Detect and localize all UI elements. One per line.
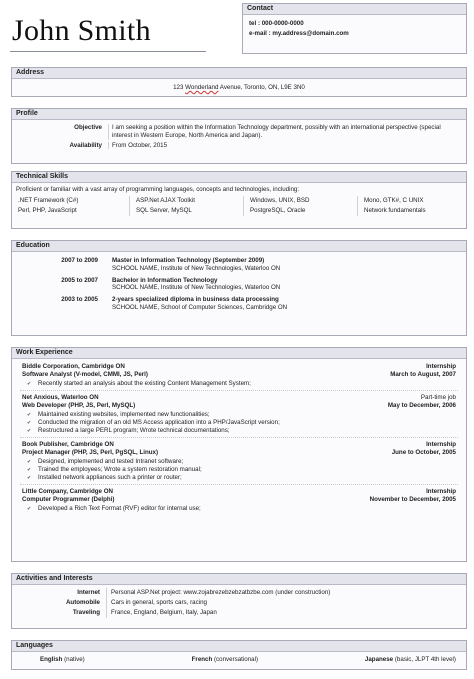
address-number: 123 <box>173 84 186 91</box>
address-section <box>11 67 467 97</box>
skill-item: ASP.Net AJAX Toolkit <box>136 196 195 204</box>
job-type: Internship <box>426 488 456 495</box>
job-role: Project Manager (PHP, JS, Perl, PgSQL, Linux) <box>22 449 159 456</box>
language-item <box>192 656 258 664</box>
education-item <box>12 277 466 293</box>
skills-title: Technical Skills <box>12 172 466 183</box>
language-name: Japanese <box>364 656 394 663</box>
education-school: SCHOOL NAME, School of Computer Sciences, Cambridge ON <box>112 303 288 311</box>
profile-title: Profile <box>12 109 466 120</box>
skill-item: PostgreSQL, Oracle <box>250 206 306 214</box>
job-entry <box>12 362 466 388</box>
job-company: Book Publisher, Cambridge ON <box>22 441 114 448</box>
objective-text: I am seeking a position within the Information Technology department, possibly with an international perspective (special interest in Western Europe, North America and Japan). <box>108 124 466 140</box>
job-entry <box>12 440 466 482</box>
contact-email: e-mail : my.address@domain.com <box>249 30 349 37</box>
languages-section <box>11 640 467 670</box>
education-degree: Bachelor in Information Technology <box>112 276 218 284</box>
objective-label: Objective <box>74 124 102 131</box>
job-entry <box>12 393 466 435</box>
address-street: Wonderland <box>185 84 219 91</box>
job-bullet: ✔ Recently started an analysis about the existing Content Management System; <box>12 380 466 388</box>
language-name: French <box>191 656 213 663</box>
skills-grid <box>12 196 466 216</box>
job-role: Software Analyst (V-model, CMMI, JS, Perl) <box>22 371 148 378</box>
job-company: Biddle Corporation, Cambridge ON <box>22 363 125 370</box>
job-role: Web Developer (PHP, JS, Perl, MySQL) <box>22 402 136 409</box>
job-bullet: ✔ Developed a Rich Text Format (RVF) editor for internal use; <box>12 505 466 513</box>
activity-row <box>12 588 466 598</box>
language-level: (native) <box>64 656 85 663</box>
education-degree: Master in Information Technology (September 2009) <box>112 257 265 264</box>
skills-intro: Proficient or familiar with a vast array of programming languages, concepts and technologies, including: <box>16 186 300 193</box>
job-company: Net Anxious, Waterloo ON <box>22 394 99 401</box>
activity-label: Automobile <box>65 599 100 606</box>
education-title: Education <box>12 241 466 252</box>
activity-row <box>12 608 466 618</box>
job-dates: March to August, 2007 <box>390 371 456 378</box>
education-item <box>12 257 466 273</box>
candidate-name: John Smith <box>12 14 151 47</box>
job-bullet: ✔ Maintained existing websites, implemented new functionalities; <box>12 411 466 419</box>
education-item <box>12 296 466 312</box>
availability-label: Availability <box>69 141 102 149</box>
contact-box <box>242 3 467 54</box>
job-dates: June to October, 2005 <box>391 449 456 456</box>
name-divider <box>10 51 206 52</box>
job-type: Internship <box>426 363 456 370</box>
education-school: SCHOOL NAME, Institute of New Technologies, Waterloo ON <box>112 284 281 292</box>
work-section <box>11 347 467 562</box>
address-title: Address <box>12 68 466 79</box>
skills-col-4 <box>358 196 466 216</box>
job-company: Little Company, Cambridge ON <box>22 488 113 495</box>
education-school: SCHOOL NAME, Institute of New Technologies, Waterloo ON <box>112 264 281 272</box>
education-years: 2005 to 2007 <box>61 276 98 284</box>
job-separator <box>20 437 458 438</box>
address-rest: Avenue, Toronto, ON, L9E 3N0 <box>218 84 305 91</box>
language-item <box>365 656 456 664</box>
languages-title: Languages <box>12 641 466 652</box>
job-bullet: ✔ Designed, implemented and tested Intranet software; <box>12 458 466 466</box>
job-bullet: ✔ Trained the employees; Wrote a system restoration manual; <box>12 466 466 474</box>
skill-item: Windows, UNIX, BSD <box>250 196 310 204</box>
activities-title: Activities and Interests <box>12 574 466 585</box>
activity-value: Cars in general, sports cars, racing <box>106 598 466 608</box>
job-bullet: ✔ Installed network appliances such a printer or router; <box>12 474 466 482</box>
activity-row <box>12 598 466 608</box>
job-type: Part-time job <box>420 394 456 401</box>
language-level: (conversational) <box>214 656 259 663</box>
contact-tel: tel : 000-0000-0000 <box>249 20 304 27</box>
activity-label: Traveling <box>72 609 100 616</box>
skill-item: Perl, PHP, JavaScript <box>18 206 77 214</box>
job-dates: November to December, 2005 <box>369 496 456 503</box>
activity-value: France, England, Belgium, Italy, Japan <box>106 608 466 618</box>
skills-section <box>11 171 467 229</box>
skill-item: Mono, GTK#, C UNIX <box>364 196 424 204</box>
job-bullet: ✔ Conducted the migration of an old MS Access application into a PHP/JavaScript version; <box>12 419 466 427</box>
education-degree: 2-years specialized diploma in business data processing <box>112 296 279 303</box>
skill-item: SQL Server, MySQL <box>136 206 192 214</box>
education-years: 2007 to 2009 <box>61 257 98 264</box>
availability-text: From October, 2015 <box>108 142 466 150</box>
activity-label: Internet <box>77 589 100 596</box>
language-item <box>40 656 85 664</box>
job-role: Computer Programmer (Delphi) <box>22 496 115 503</box>
languages-list <box>12 652 466 664</box>
activities-section <box>11 573 467 629</box>
contact-title: Contact <box>243 4 466 15</box>
language-name: English <box>40 656 63 663</box>
job-separator <box>20 484 458 485</box>
skills-col-3 <box>244 196 358 216</box>
address-line <box>12 79 466 92</box>
job-entry <box>12 487 466 513</box>
job-separator <box>20 390 458 391</box>
work-title: Work Experience <box>12 348 466 359</box>
language-level: (basic, JLPT 4th level) <box>394 656 456 663</box>
education-years: 2003 to 2005 <box>61 296 98 303</box>
job-bullet: ✔ Restructured a large PERL program; Wrote technical documentations; <box>12 427 466 435</box>
education-section <box>11 240 467 336</box>
skills-col-2 <box>130 196 244 216</box>
profile-section <box>11 108 467 164</box>
activity-value: Personal ASP.Net project: www.zojabrezebzebzatbzbe.com (under construction) <box>106 588 466 598</box>
skill-item: .NET Framework (C#) <box>18 196 79 204</box>
skills-col-1 <box>12 196 130 216</box>
job-dates: May to December, 2006 <box>387 402 456 409</box>
job-type: Internship <box>426 441 456 448</box>
skill-item: Network fundamentals <box>364 206 426 214</box>
